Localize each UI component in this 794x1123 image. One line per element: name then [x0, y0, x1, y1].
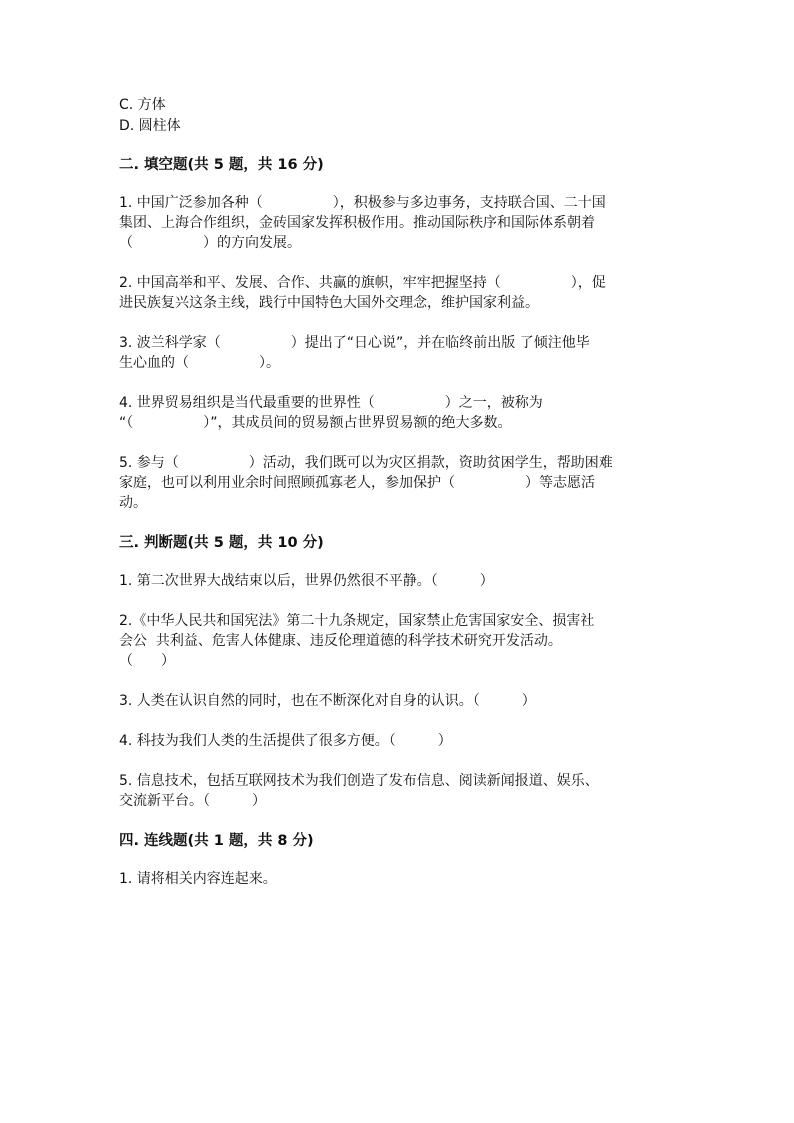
question-block	[119, 611, 679, 671]
question-line: 2. 中国高举和平、发展、合作、共赢的旗帜，牢牢把握坚持（ ），促	[119, 275, 606, 291]
section-title-fill-blank: 二. 填空题(共 5 题，共 16 分)	[119, 157, 324, 173]
question-line: 进民族复兴这条主线，践行中国特色大国外交理念，维护国家利益。	[119, 295, 539, 311]
section-title-true-false: 三. 判断题(共 5 题，共 10 分)	[119, 535, 324, 551]
option-d: D. 圆柱体	[119, 118, 181, 134]
question-block	[119, 393, 679, 433]
section-title-matching: 四. 连线题(共 1 题，共 8 分)	[119, 833, 314, 849]
question-line: （ ）的方向发展。	[119, 235, 301, 251]
question-line: 4. 世界贸易组织是当代最重要的世界性（ ）之一，被称为	[119, 395, 543, 411]
question-line: 3. 波兰科学家（ ）提出了“日心说”，并在临终前出版 了倾注他毕	[119, 335, 590, 351]
question-block	[119, 193, 679, 253]
question-block	[119, 333, 679, 373]
question-line: “（ ）”，其成员间的贸易额占世界贸易额的绝大多数。	[119, 415, 512, 431]
question-block	[119, 771, 679, 811]
exam-page	[119, 95, 679, 909]
question-block	[119, 453, 679, 513]
question-line: 3. 人类在认识自然的同时，也在不断深化对自身的认识。（ ）	[119, 693, 536, 709]
question-line: 会公 共利益、危害人体健康、违反伦理道德的科学技术研究开发活动。	[119, 633, 562, 649]
question-line: 2.《中华人民共和国宪法》第二十九条规定，国家禁止危害国家安全、损害社	[119, 613, 595, 629]
question-block	[119, 691, 679, 711]
question-block	[119, 731, 679, 751]
question-line: 4. 科技为我们人类的生活提供了很多方便。（ ）	[119, 733, 452, 749]
question-line: 动。	[119, 495, 147, 511]
question-block	[119, 273, 679, 313]
option-c: C. 方体	[119, 97, 166, 113]
question-line: 交流新平台。（ ）	[119, 793, 266, 809]
question-line: 1. 请将相关内容连起来。	[119, 871, 277, 887]
question-line: 5. 信息技术，包括互联网技术为我们创造了发布信息、阅读新闻报道、娱乐、	[119, 773, 599, 789]
question-block	[119, 869, 679, 889]
option-list	[119, 95, 679, 137]
question-block	[119, 571, 679, 591]
question-line: （ ）	[119, 653, 175, 669]
question-line: 5. 参与（ ）活动，我们既可以为灾区捐款，资助贫困学生，帮助困难	[119, 455, 613, 471]
question-line: 生心血的（ ）。	[119, 355, 280, 371]
question-line: 1. 第二次世界大战结束以后，世界仍然很不平静。（ ）	[119, 573, 494, 589]
question-line: 家庭，也可以利用业余时间照顾孤寡老人，参加保护（ ）等志愿活	[119, 475, 595, 491]
question-line: 集团、上海合作组织，金砖国家发挥积极作用。推动国际秩序和国际体系朝着	[119, 215, 595, 231]
question-line: 1. 中国广泛参加各种（ ），积极参与多边事务，支持联合国、二十国	[119, 195, 606, 211]
